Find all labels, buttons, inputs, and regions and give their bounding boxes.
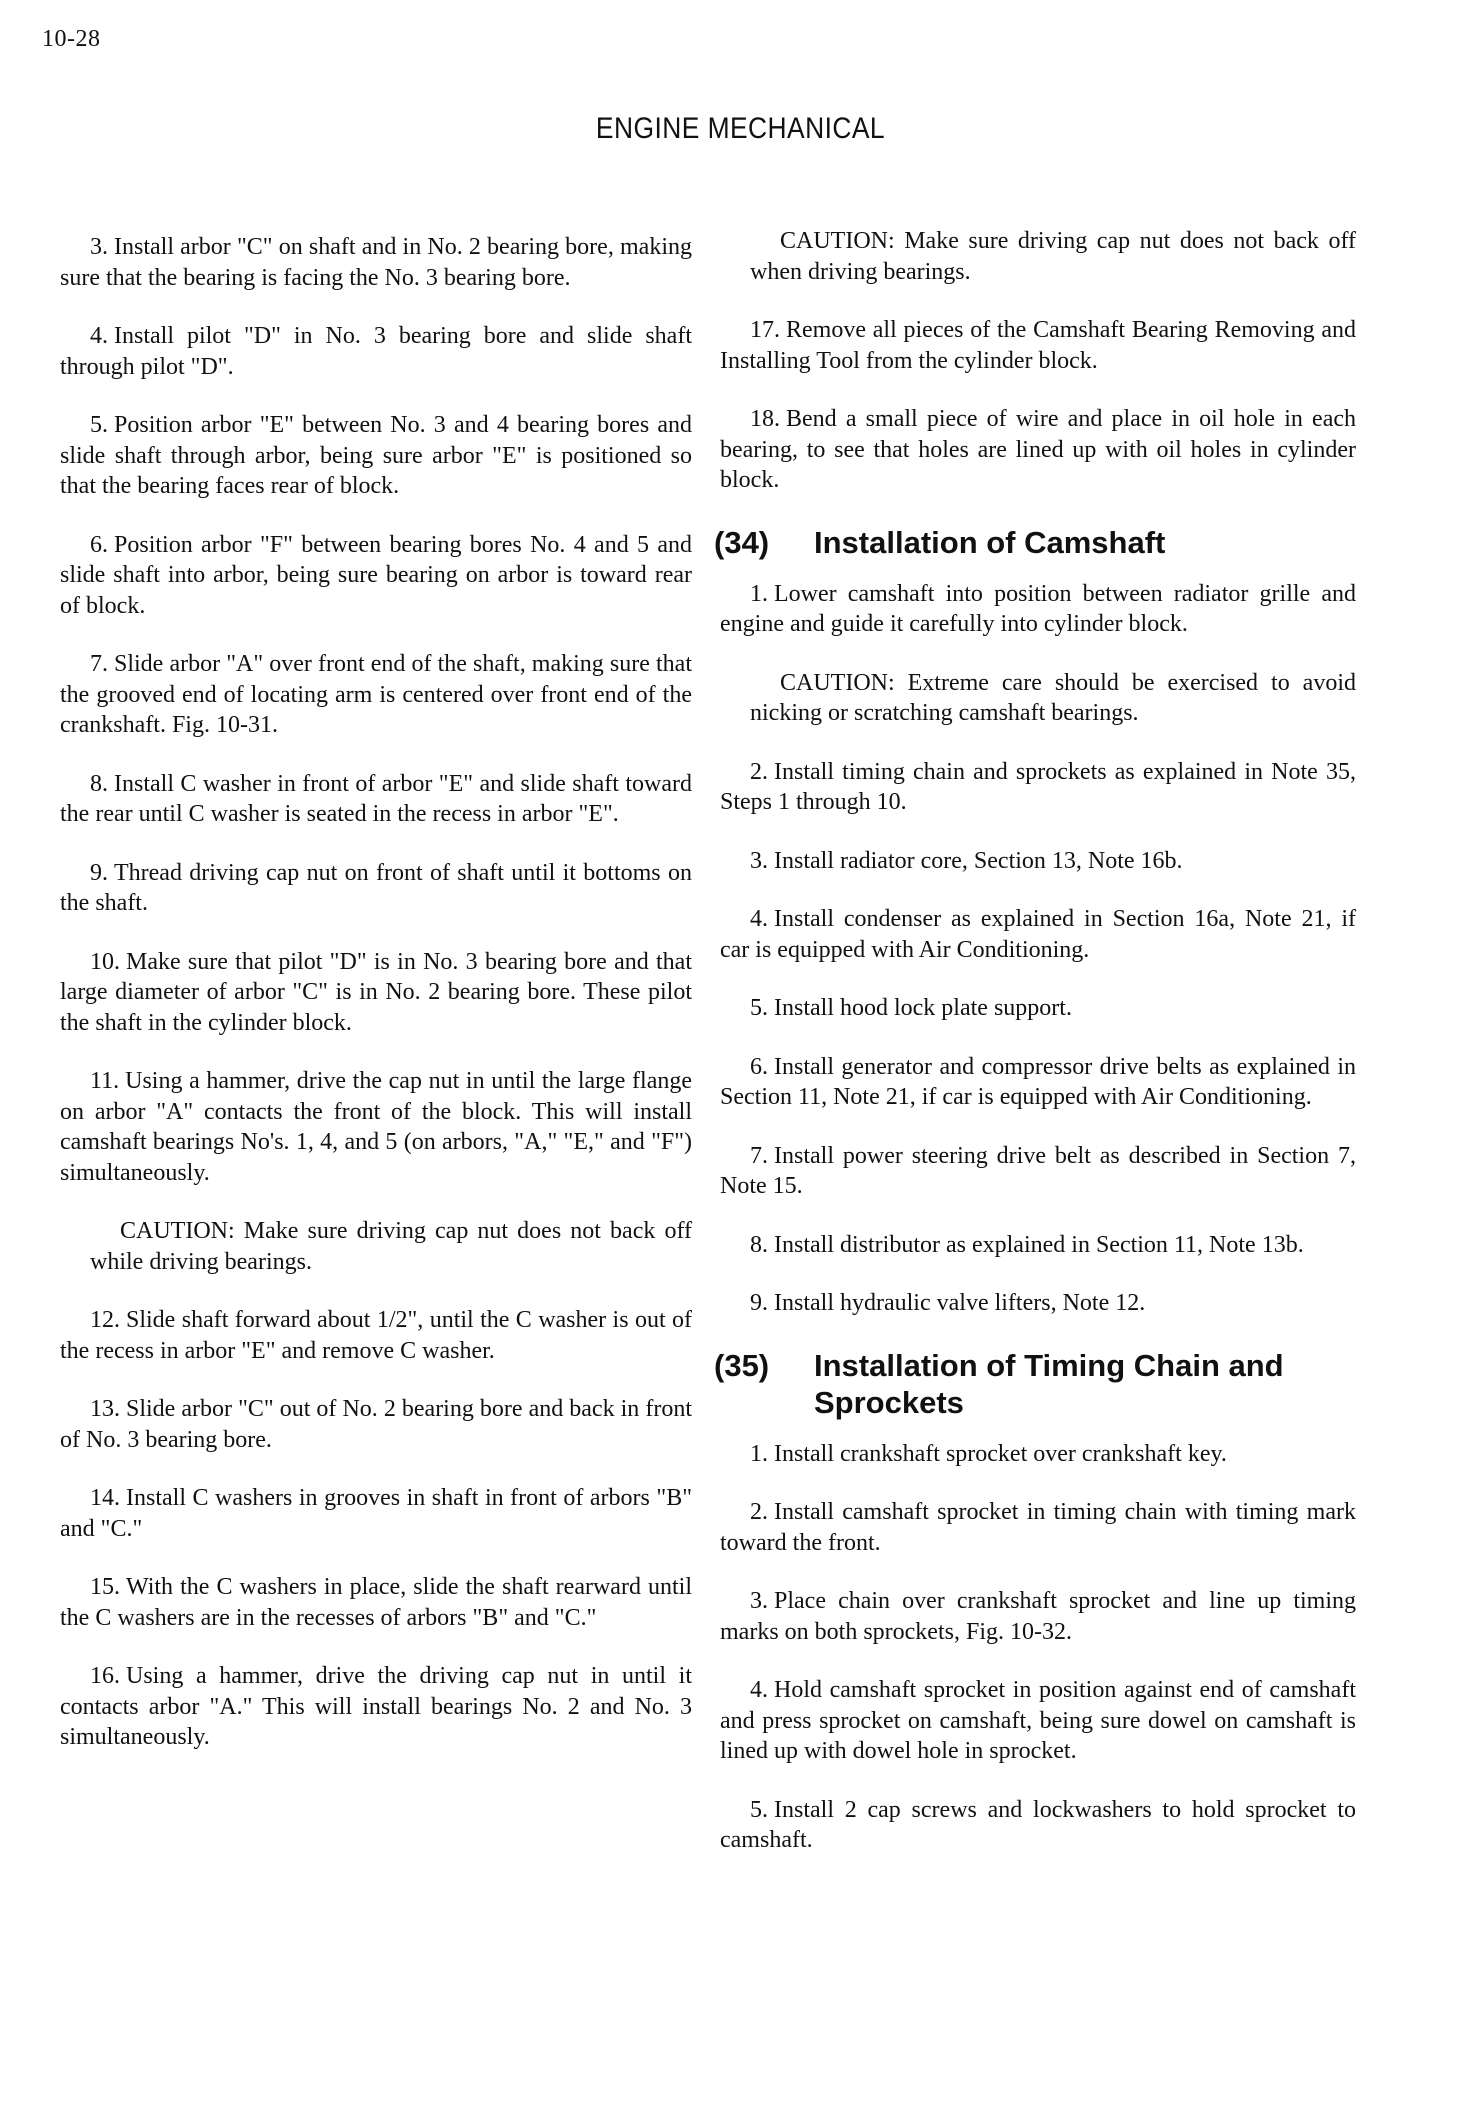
procedure-step xyxy=(720,579,1356,640)
procedure-step xyxy=(720,1288,1356,1319)
step-text: Hold camshaft sprocket in position against end of camshaft and press sprocket on camshaft, being sure dowel on camshaft is lined up with dowel hole in sprocket. xyxy=(720,1677,1356,1764)
procedure-step xyxy=(60,1483,692,1544)
step-number: 14. xyxy=(90,1485,120,1511)
caution-note: CAUTION: Extreme care should be exercised to avoid nicking or scratching camshaft bearings. xyxy=(750,669,1356,726)
step-text: Install camshaft sprocket in timing chain with timing mark toward the front. xyxy=(720,1499,1356,1556)
step-number: 3. xyxy=(750,847,768,874)
step-text: Place chain over crankshaft sprocket and line up timing marks on both sprockets, Fig. 10-32. xyxy=(720,1588,1356,1645)
step-text: With the C washers in place, slide the shaft rearward until the C washers are in the recesses of arbors "B" and "C." xyxy=(60,1574,692,1631)
step-text: Bend a small piece of wire and place in oil hole in each bearing, to see that holes are lined up with oil holes in cylinder block. xyxy=(720,406,1356,493)
section-heading xyxy=(714,1347,1356,1421)
step-text: Install C washer in front of arbor "E" and slide shaft toward the rear until C washer is seated in the recess in arbor "E". xyxy=(60,770,692,827)
step-number: 7. xyxy=(750,1142,768,1169)
step-number: 12. xyxy=(90,1307,120,1333)
step-number: 6. xyxy=(750,1053,768,1080)
step-text: Install timing chain and sprockets as explained in Note 35, Steps 1 through 10. xyxy=(720,758,1356,815)
procedure-step xyxy=(60,769,692,830)
procedure-step xyxy=(60,649,692,741)
procedure-step xyxy=(60,321,692,382)
procedure-step xyxy=(60,858,692,919)
step-number: 11. xyxy=(90,1068,120,1094)
step-number: 17. xyxy=(750,317,780,343)
procedure-step xyxy=(720,904,1356,965)
step-number: 1. xyxy=(750,580,768,607)
step-text: Slide arbor "A" over front end of the shaft, making sure that the grooved end of locating arm is centered over front end of the crankshaft. Fig. 10-31. xyxy=(60,651,692,738)
step-text: Install power steering drive belt as described in Section 7, Note 15. xyxy=(720,1142,1356,1199)
section-number: (34) xyxy=(714,524,770,560)
procedure-step xyxy=(720,1586,1356,1647)
section-heading xyxy=(714,524,1356,561)
step-number: 1. xyxy=(750,1440,768,1467)
procedure-step xyxy=(720,1141,1356,1202)
page-title: ENGINE MECHANICAL xyxy=(595,112,886,145)
step-number: 5. xyxy=(750,1796,768,1823)
step-text: Lower camshaft into position between radiator grille and engine and guide it carefully into cylinder block. xyxy=(720,580,1356,637)
step-number: 4. xyxy=(90,323,108,349)
left-column xyxy=(60,232,692,1781)
procedure-step xyxy=(60,1394,692,1455)
step-text: Thread driving cap nut on front of shaft until it bottoms on the shaft. xyxy=(60,859,692,916)
procedure-step xyxy=(60,1305,692,1366)
procedure-step xyxy=(60,410,692,502)
section-title: Installation of Camshaft xyxy=(814,524,1166,560)
step-text: Install radiator core, Section 13, Note 16b. xyxy=(774,847,1183,874)
step-text: Slide shaft forward about 1/2", until the C washer is out of the recess in arbor "E" and remove C washer. xyxy=(60,1307,692,1364)
step-text: Using a hammer, drive the driving cap nut in until it contacts arbor "A." This will install bearings No. 2 and No. 3 simultaneously. xyxy=(60,1663,692,1750)
step-text: Install hydraulic valve lifters, Note 12. xyxy=(774,1290,1146,1316)
step-text: Slide arbor "C" out of No. 2 bearing bore and back in front of No. 3 bearing bore. xyxy=(60,1396,692,1453)
step-text: Install generator and compressor drive belts as explained in Section 11, Note 21, if car is equipped with Air Conditioning. xyxy=(720,1053,1356,1110)
procedure-step xyxy=(720,315,1356,376)
step-text: Install crankshaft sprocket over crankshaft key. xyxy=(774,1440,1227,1467)
step-number: 15. xyxy=(90,1574,120,1600)
step-text: Install distributor as explained in Section 11, Note 13b. xyxy=(774,1231,1304,1258)
procedure-step xyxy=(720,846,1356,877)
step-text: Position arbor "F" between bearing bores No. 4 and 5 and slide shaft into arbor, being sure bearing on arbor is toward rear of block. xyxy=(60,531,692,619)
step-text: Position arbor "E" between No. 3 and 4 bearing bores and slide shaft through arbor, being sure arbor "E" is positioned so that the bearing faces rear of block. xyxy=(60,412,692,499)
procedure-step xyxy=(60,947,692,1039)
procedure-step xyxy=(720,1497,1356,1558)
step-text: Install condenser as explained in Section 16a, Note 21, if car is equipped with Air Conditioning. xyxy=(720,906,1356,963)
step-number: 6. xyxy=(90,531,108,558)
step-number: 4. xyxy=(750,1677,768,1703)
step-number: 10. xyxy=(90,948,120,975)
step-text: Install hood lock plate support. xyxy=(774,995,1072,1021)
step-number: 16. xyxy=(90,1663,120,1689)
step-text: Using a hammer, drive the cap nut in until the large flange on arbor "A" contacts the front of the block. This will install camshaft bearings No's. 1, 4, and 5 (on arbors, "A," "E," and "F") simultaneously. xyxy=(60,1068,692,1186)
step-text: Install C washers in grooves in shaft in front of arbors "B" and "C." xyxy=(60,1485,692,1542)
procedure-step xyxy=(720,1230,1356,1261)
step-number: 9. xyxy=(90,859,108,886)
step-text: Remove all pieces of the Camshaft Bearing Removing and Installing Tool from the cylinder block. xyxy=(720,317,1356,374)
step-number: 5. xyxy=(90,412,108,438)
step-text: Install pilot "D" in No. 3 bearing bore and slide shaft through pilot "D". xyxy=(60,323,692,380)
procedure-step xyxy=(720,1439,1356,1470)
section-number: (35) xyxy=(714,1347,770,1383)
section-title: Installation of Timing Chain and Sprockets xyxy=(814,1347,1284,1420)
step-number: 9. xyxy=(750,1290,768,1316)
step-number: 4. xyxy=(750,906,768,932)
procedure-step xyxy=(60,1572,692,1633)
procedure-step xyxy=(720,404,1356,496)
procedure-step xyxy=(60,1066,692,1188)
procedure-step xyxy=(720,757,1356,818)
step-number: 2. xyxy=(750,1499,768,1525)
step-number: 2. xyxy=(750,758,768,785)
step-text: Install 2 cap screws and lockwashers to hold sprocket to camshaft. xyxy=(720,1796,1356,1853)
step-number: 18. xyxy=(750,406,780,432)
step-text: Install arbor "C" on shaft and in No. 2 bearing bore, making sure that the bearing is facing the No. 3 bearing bore. xyxy=(60,234,692,291)
step-number: 13. xyxy=(90,1396,120,1422)
caution-note: CAUTION: Make sure driving cap nut does not back off when driving bearings. xyxy=(750,228,1356,285)
step-text: Make sure that pilot "D" is in No. 3 bearing bore and that large diameter of arbor "C" is in No. 2 bearing bore. These pilot the shaft in the cylinder block. xyxy=(60,948,692,1036)
procedure-step xyxy=(60,530,692,622)
step-number: 3. xyxy=(90,234,108,260)
step-number: 8. xyxy=(90,770,108,797)
step-number: 7. xyxy=(90,651,108,677)
procedure-step xyxy=(720,1675,1356,1767)
step-number: 5. xyxy=(750,995,768,1021)
procedure-step xyxy=(720,1795,1356,1856)
step-number: 8. xyxy=(750,1231,768,1258)
procedure-step xyxy=(720,993,1356,1024)
procedure-step xyxy=(720,1052,1356,1113)
step-number: 3. xyxy=(750,1588,768,1614)
page-number: 10-28 xyxy=(42,26,101,52)
procedure-step xyxy=(60,1661,692,1753)
caution-note: CAUTION: Make sure driving cap nut does not back off while driving bearings. xyxy=(90,1218,692,1275)
procedure-step xyxy=(60,232,692,293)
right-column xyxy=(714,226,1356,1884)
